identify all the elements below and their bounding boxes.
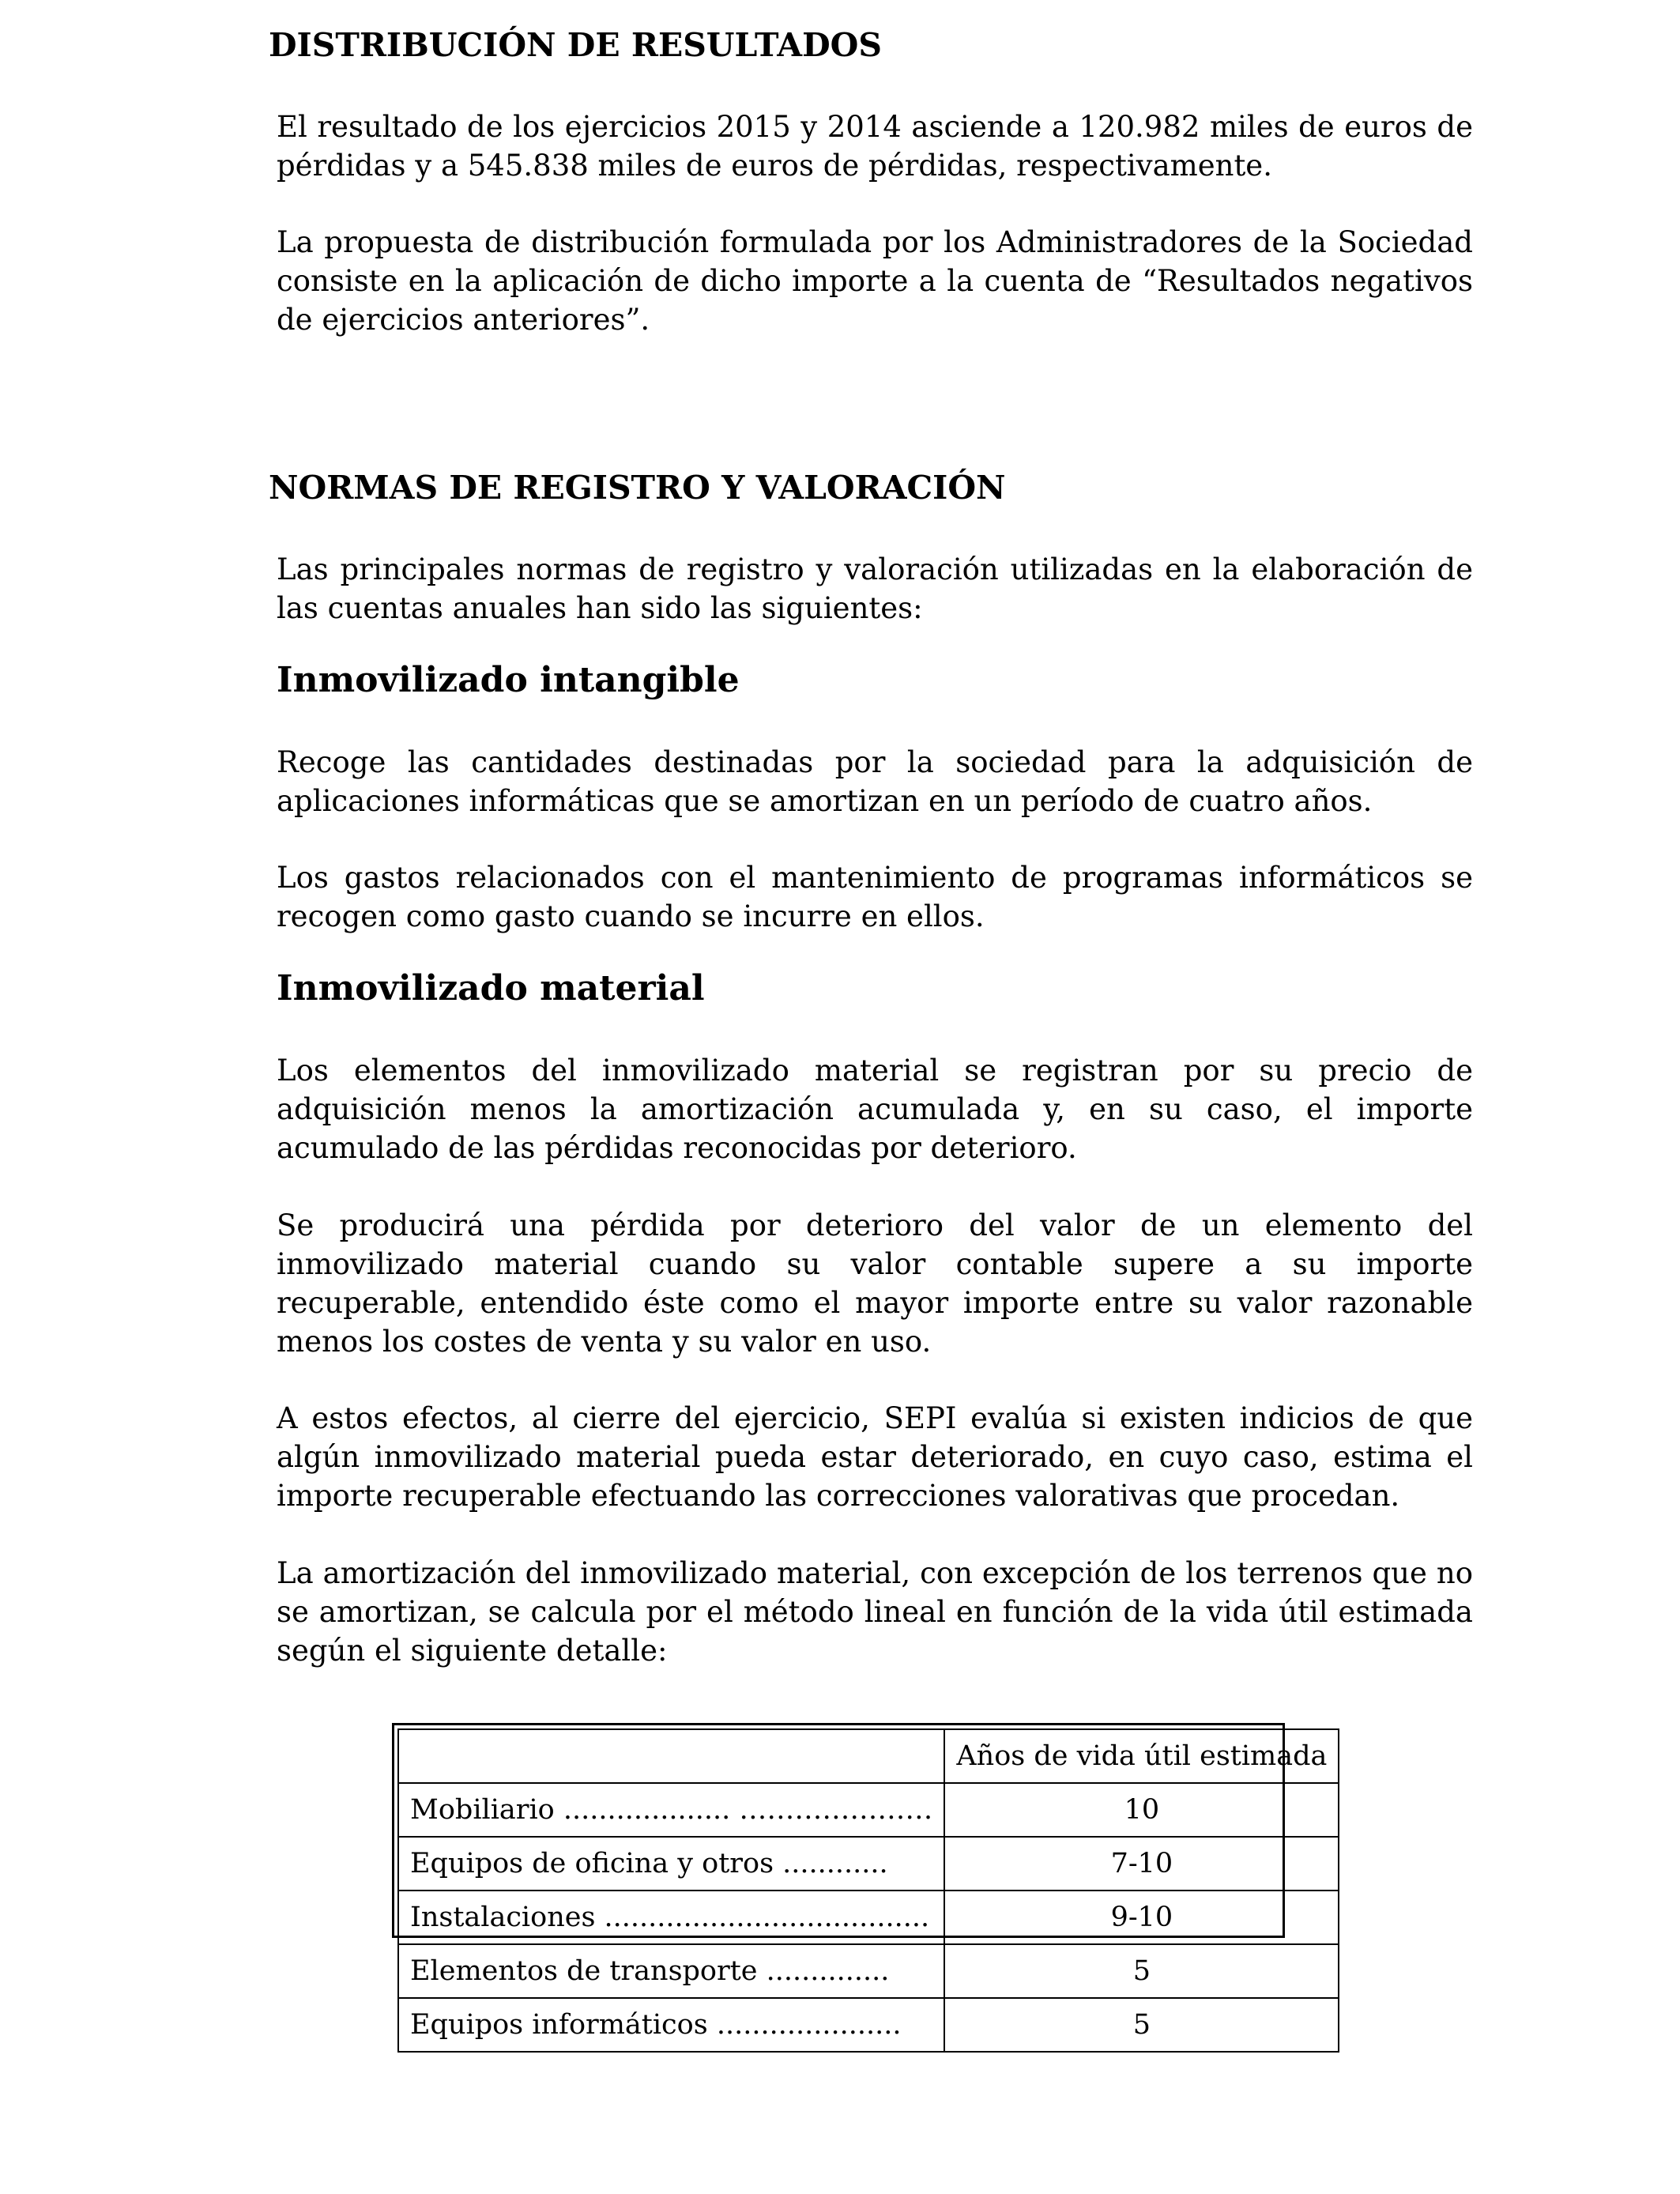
table-row-label: Mobiliario ................... ………………… xyxy=(398,1783,944,1837)
paragraph-intangible-2: Los gastos relacionados con el mantenimiento de programas informáticos se recogen como gasto cuando se incurre en ellos. xyxy=(277,861,1473,933)
table-row-value: 10 xyxy=(944,1783,1339,1837)
table-header-cell: Años de vida útil estimada xyxy=(944,1729,1339,1783)
table-row-label: Elementos de transporte .............. xyxy=(398,1944,944,1998)
paragraph-material-1: Los elementos del inmovilizado material se registran por su precio de adquisición menos la amortización acumulada y, en su caso, el importe acumulado de las pérdidas reconocidas por deterioro. xyxy=(277,1054,1473,1165)
paragraph-material-2: Se producirá una pérdida por deterioro del valor de un elemento del inmovilizado material cuando su valor contable supere a su importe recuperable, entendido éste como el mayor importe entre su valor razonable menos los costes de venta y su valor en uso. xyxy=(277,1208,1473,1359)
table-row xyxy=(398,1998,1339,2052)
table-row-value: 5 xyxy=(944,1998,1339,2052)
table-row xyxy=(398,1837,1339,1891)
paragraph-intangible-1: Recoge las cantidades destinadas por la sociedad para la adquisición de aplicaciones informáticas que se amortizan en un período de cuatro años. xyxy=(277,745,1473,818)
paragraph-material-3: A estos efectos, al cierre del ejercicio, SEPI evalúa si existen indicios de que algún inmovilizado material pueda estar deteriorado, en cuyo caso, estima el importe recuperable efectuando las correcciones valorativas que procedan. xyxy=(277,1401,1473,1513)
table-header-row xyxy=(398,1729,1339,1783)
table-row-label: Instalaciones ..................................... xyxy=(398,1891,944,1944)
paragraph-resultado: El resultado de los ejercicios 2015 y 2014 asciende a 120.982 miles de euros de pérdidas y a 545.838 miles de euros de pérdidas, respectivamente. xyxy=(277,110,1473,183)
table-row xyxy=(398,1783,1339,1837)
useful-life-table-frame xyxy=(392,1723,1328,2041)
table-header-empty-cell xyxy=(398,1729,944,1783)
table-row-value: 5 xyxy=(944,1944,1339,1998)
table-row-label: Equipos informáticos ..................... xyxy=(398,1998,944,2052)
paragraph-propuesta: La propuesta de distribución formulada por los Administradores de la Sociedad consiste en la aplicación de dicho importe a la cuenta de “Resultados negativos de ejercicios anteriores”. xyxy=(277,225,1473,337)
table-row xyxy=(398,1891,1339,1944)
table-row-value: 7-10 xyxy=(944,1837,1339,1891)
paragraph-normas-intro: Las principales normas de registro y valoración utilizadas en la elaboración de las cuentas anuales han sido las siguientes: xyxy=(277,552,1473,625)
subsection-title-intangible: Inmovilizado intangible xyxy=(277,660,740,700)
subsection-title-material: Inmovilizado material xyxy=(277,968,705,1008)
section-title-distribucion: DISTRIBUCIÓN DE RESULTADOS xyxy=(269,26,882,64)
table-row-label: Equipos de oficina y otros ............ xyxy=(398,1837,944,1891)
table-row-value: 9-10 xyxy=(944,1891,1339,1944)
useful-life-table xyxy=(397,1728,1339,2053)
section-title-normas: NORMAS DE REGISTRO Y VALORACIÓN xyxy=(269,469,1006,507)
table-row xyxy=(398,1944,1339,1998)
paragraph-material-4: La amortización del inmovilizado material, con excepción de los terrenos que no se amortizan, se calcula por el método lineal en función de la vida útil estimada según el siguiente detalle: xyxy=(277,1556,1473,1668)
